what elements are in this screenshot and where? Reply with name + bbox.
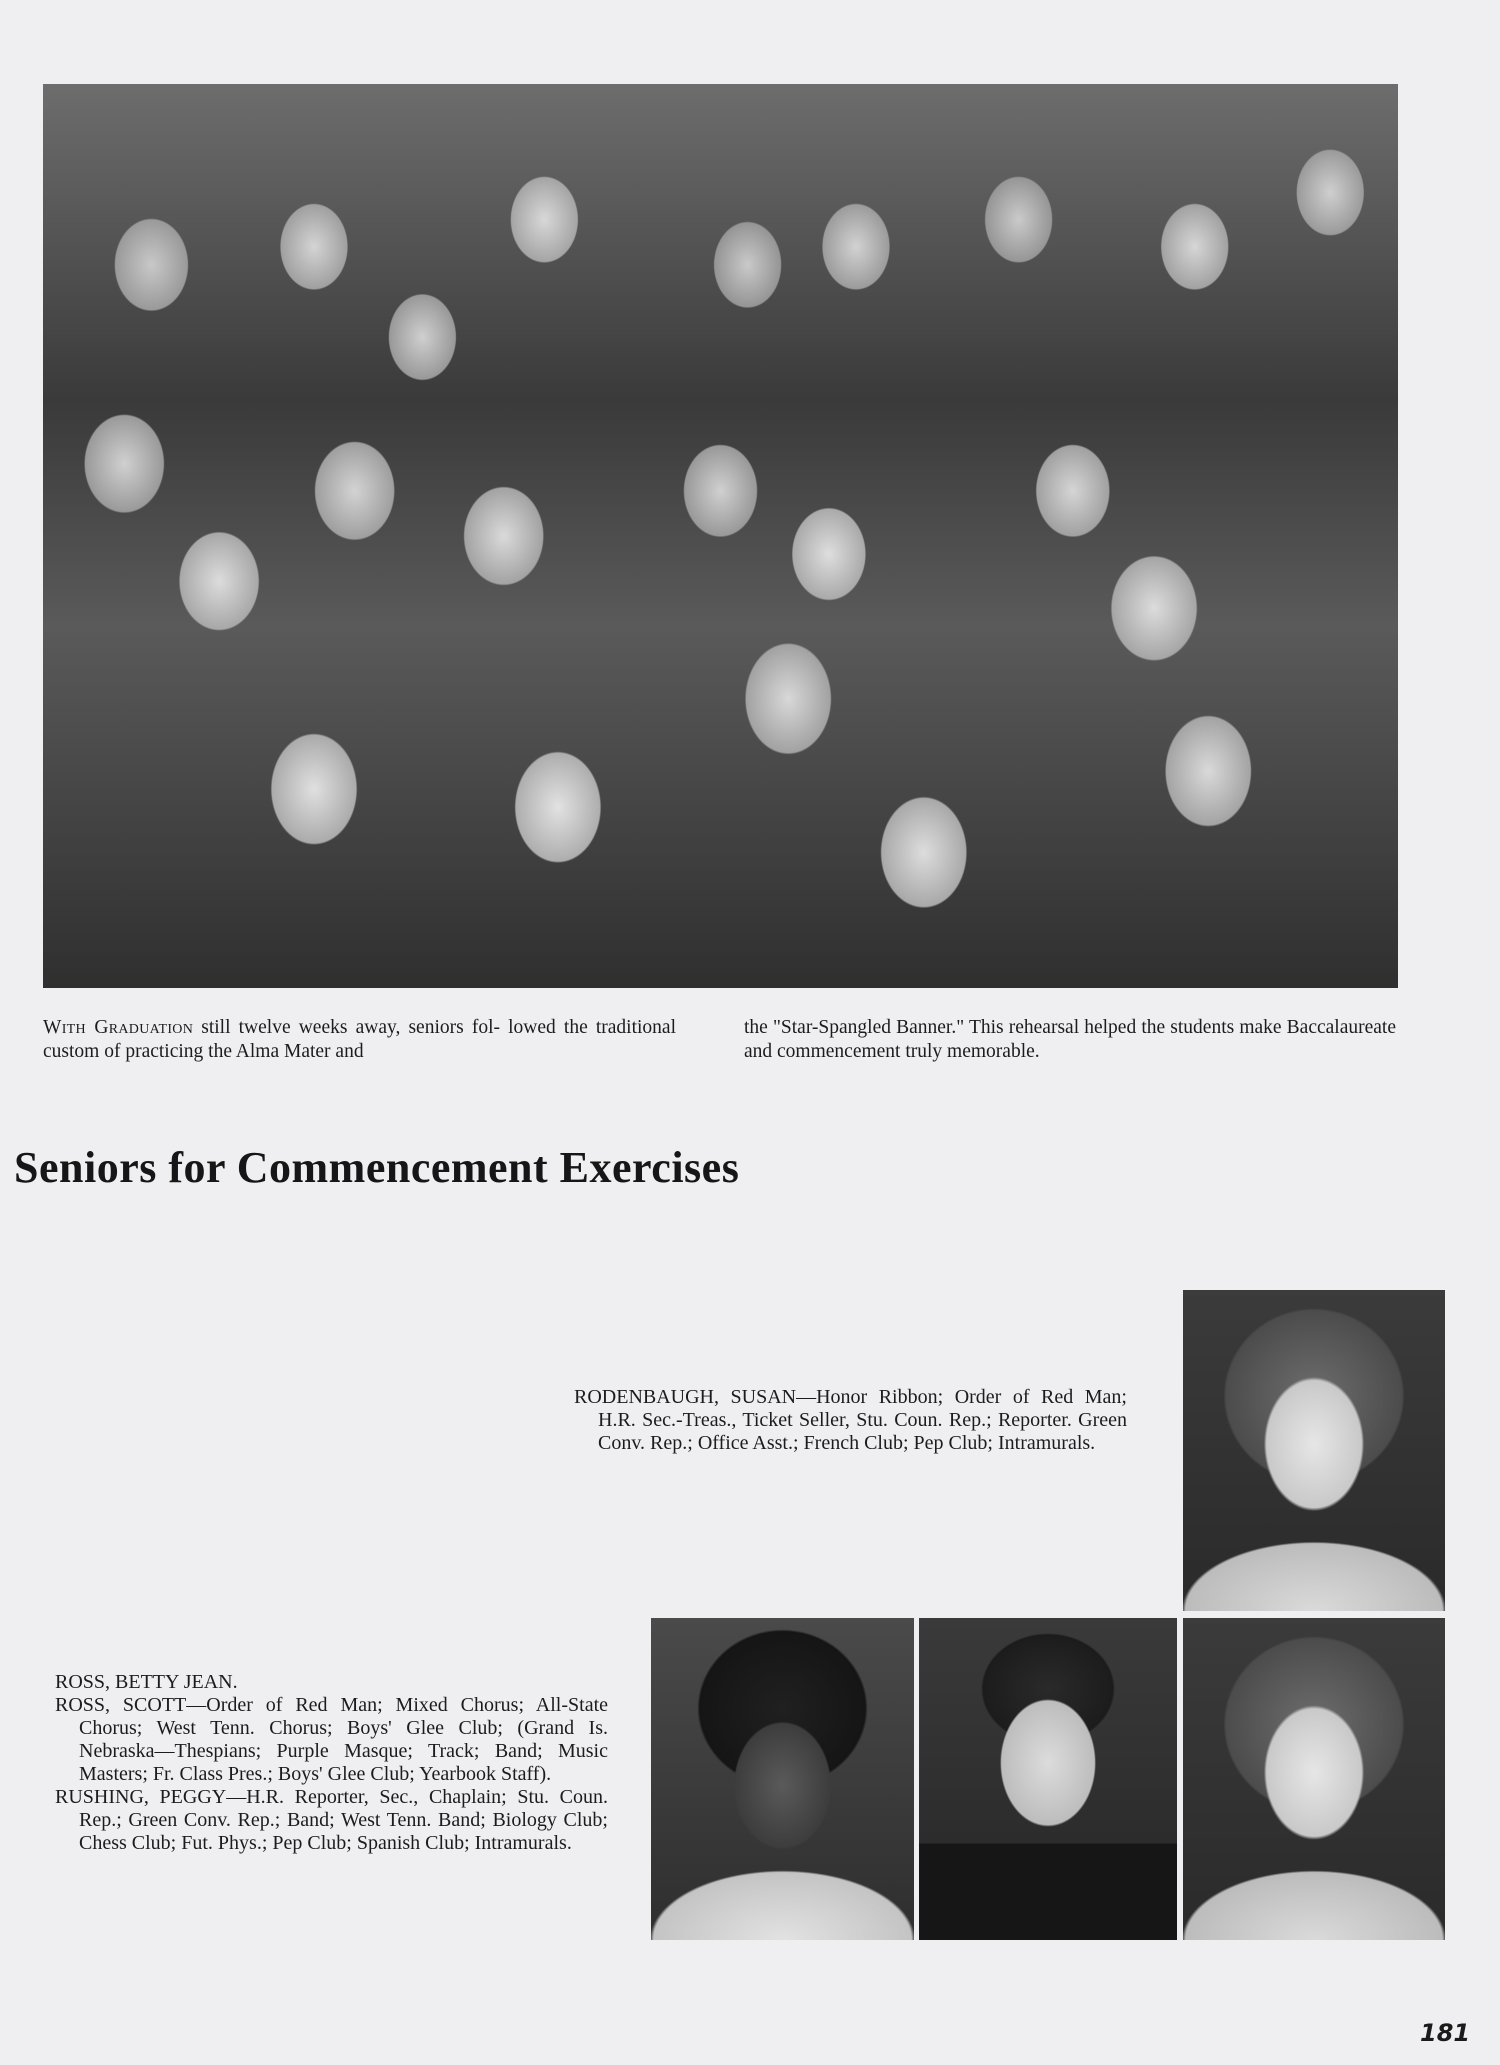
page-headline: Seniors for Commencement Exercises	[14, 1143, 740, 1192]
senior-entry-ross-scott: ROSS, SCOTT—Order of Red Man; Mixed Chorus; All-State Chorus; West Tenn. Chorus; Boys' Glee Club; (Grand Is. Nebraska—Thespians; Purple Masque; Track; Band; Music Masters; Fr. Class Pres.; Boys' Glee Club; Yearbook Staff).	[55, 1694, 608, 1785]
senior-entry-ross-betty: ROSS, BETTY JEAN.	[55, 1671, 238, 1693]
senior-entry-rodenbaugh	[574, 1386, 1127, 1455]
photo-caption-left	[43, 1016, 676, 1064]
portrait-ross-betty	[651, 1618, 914, 1940]
caption-lead: With Graduation	[43, 1017, 194, 1038]
crowd-photo	[43, 84, 1398, 988]
caption-left-text: still twelve weeks away, seniors fol- lowed the traditional custom of practicing the Alma Mater and	[43, 1017, 676, 1062]
page-number: 181	[1420, 2019, 1471, 2047]
portrait-ross-scott	[919, 1618, 1177, 1940]
senior-entry-group	[55, 1671, 608, 1855]
portrait-rushing-peggy	[1183, 1618, 1445, 1940]
portrait-rodenbaugh-susan	[1183, 1290, 1445, 1611]
photo-caption-right: the "Star-Spangled Banner." This rehearsal helped the students make Baccalaureate and commencement truly memorable.	[744, 1017, 1396, 1062]
senior-entry-text: RODENBAUGH, SUSAN—Honor Ribbon; Order of Red Man; H.R. Sec.-Treas., Ticket Seller, Stu. Coun. Rep.; Reporter. Green Conv. Rep.; Office Asst.; French Club; Pep Club; Intramurals.	[574, 1386, 1127, 1454]
senior-entry-rushing: RUSHING, PEGGY—H.R. Reporter, Sec., Chaplain; Stu. Coun. Rep.; Green Conv. Rep.; Band; West Tenn. Band; Biology Club; Chess Club; Fut. Phys.; Pep Club; Spanish Club; Intramurals.	[55, 1786, 608, 1854]
